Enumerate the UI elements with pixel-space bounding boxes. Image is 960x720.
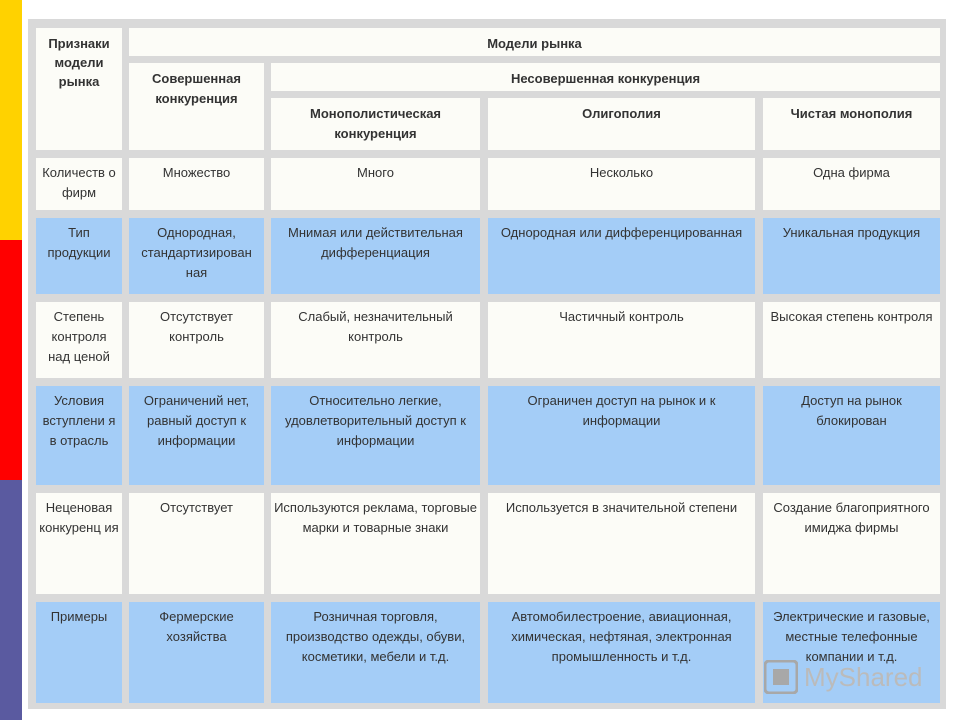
header-monopolistic: Монополистическая конкуренция: [271, 98, 480, 150]
cell-examples-monopolistic: Розничная торговля, производство одежды, обуви, косметики, мебели и т.д.: [271, 602, 480, 703]
header-perfect: Совершенная конкуренция: [129, 63, 264, 150]
cell-entry-oligopoly: Ограничен доступ на рынок и к информации: [488, 386, 755, 485]
cell-nonprice-monopoly: Создание благоприятного имиджа фирмы: [763, 493, 940, 594]
watermark-logo: [764, 658, 924, 696]
cell-price-oligopoly: Частичный контроль: [488, 302, 755, 378]
header-oligopoly: Олигополия: [488, 98, 755, 150]
cell-firms-oligopoly: Несколько: [488, 158, 755, 210]
cell-firms-perfect: Множество: [129, 158, 264, 210]
header-pure-monopoly: Чистая монополия: [763, 98, 940, 150]
cell-firms-monopoly: Одна фирма: [763, 158, 940, 210]
cell-product-monopolistic: Мнимая или действительная дифференциация: [271, 218, 480, 294]
market-models-table: [28, 19, 946, 709]
cell-nonprice-perfect: Отсутствует: [129, 493, 264, 594]
cell-examples-oligopoly: Автомобилестроение, авиационная, химическая, нефтяная, электронная промышленность и т.д.: [488, 602, 755, 703]
watermark-icon: [764, 660, 798, 694]
cell-firms-monopolistic: Много: [271, 158, 480, 210]
watermark-text: MyShared: [804, 661, 923, 692]
header-models: Модели рынка: [129, 28, 940, 56]
row-label-examples: Примеры: [36, 602, 122, 703]
cell-product-monopoly: Уникальная продукция: [763, 218, 940, 294]
cell-examples-monopoly: Электрические и газовые, местные телефонные компании и т.д.: [763, 602, 940, 703]
cell-examples-perfect: Фермерские хозяйства: [129, 602, 264, 703]
cell-nonprice-monopolistic: Используются реклама, торговые марки и товарные знаки: [271, 493, 480, 594]
header-imperfect: Несовершенная конкуренция: [271, 63, 940, 91]
cell-price-perfect: Отсутствует контроль: [129, 302, 264, 378]
decor-strip-yellow: [0, 0, 22, 240]
cell-product-oligopoly: Однородная или дифференцированная: [488, 218, 755, 294]
cell-nonprice-oligopoly: Используется в значительной степени: [488, 493, 755, 594]
cell-product-perfect: Однородная, стандартизирован ная: [129, 218, 264, 294]
cell-price-monopolistic: Слабый, незначительный контроль: [271, 302, 480, 378]
decor-strip-red: [0, 240, 22, 480]
cell-entry-perfect: Ограничений нет, равный доступ к информации: [129, 386, 264, 485]
cell-entry-monopoly: Доступ на рынок блокирован: [763, 386, 940, 485]
row-label-firms: Количеств о фирм: [36, 158, 122, 210]
row-label-price-control: Степень контроля над ценой: [36, 302, 122, 378]
header-signs: Признаки модели рынка: [36, 28, 122, 150]
decor-strip-blue: [0, 480, 22, 720]
row-label-product: Тип продукции: [36, 218, 122, 294]
cell-entry-monopolistic: Относительно легкие, удовлетворительный доступ к информации: [271, 386, 480, 485]
cell-price-monopoly: Высокая степень контроля: [763, 302, 940, 378]
row-label-entry: Условия вступлени я в отрасль: [36, 386, 122, 485]
row-label-nonprice: Неценовая конкуренц ия: [36, 493, 122, 594]
